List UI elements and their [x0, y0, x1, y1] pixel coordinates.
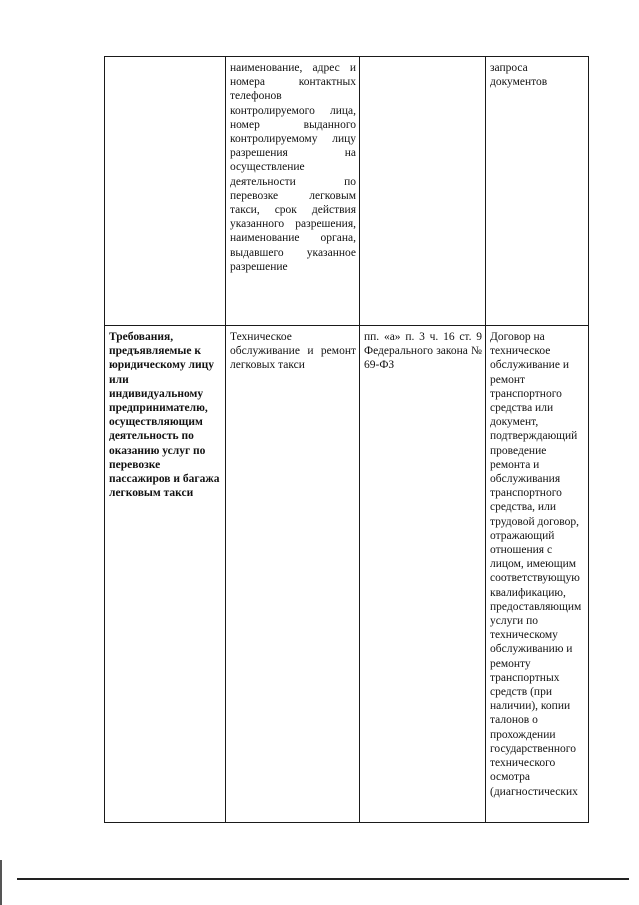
table-cell [105, 57, 226, 326]
page-bottom-rule [17, 878, 629, 880]
table-cell: Техническое обслуживание и ремонт легковых такси [226, 326, 360, 823]
table-cell: запроса документов [486, 57, 589, 326]
scan-edge-mark [0, 860, 2, 905]
table-row [105, 57, 589, 326]
table-cell: наименование, адрес и номера контактных телефонов контролируемого лица, номер выданного контролируемому лицу разрешения на осуществление деятельности по перевозке легковым такси, срок действия указанного разрешения, наименование органа, выдавшего указанное разрешение [226, 57, 360, 326]
table-cell [360, 57, 486, 326]
table-row [105, 326, 589, 823]
legal-basis-cell: пп. «а» п. 3 ч. 16 ст. 9 Федерального закона № 69-ФЗ [360, 326, 486, 823]
documents-cell: Договор на техническое обслуживание и ремонт транспортного средства или документ, подтверждающий проведение ремонта и обслуживания транспортного средства, или трудовой договор, отражающий отношения с лицом, имеющим соответствующую квалификацию, предоставляющим услуги по техническому обслуживанию и ремонту транспортных средств (при наличии), копии талонов о прохождении государственного технического осмотра (диагностических [486, 326, 589, 823]
requirement-title-cell: Требования, предъявляемые к юридическому лицу или индивидуальному предпринимателю, осуществляющим деятельность по оказанию услуг по перевозке пассажиров и багажа легковым такси [105, 326, 226, 823]
requirements-table [104, 56, 589, 823]
